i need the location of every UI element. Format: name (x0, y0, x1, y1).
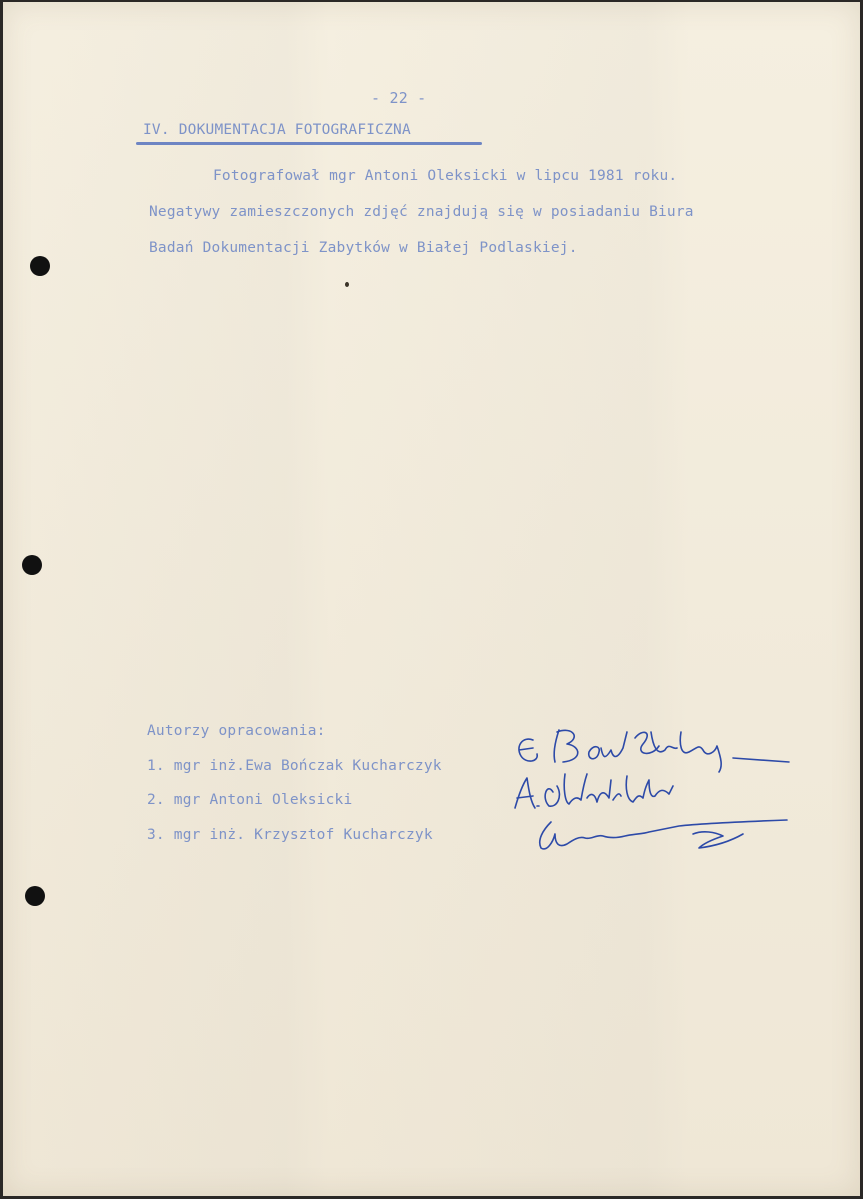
punch-hole-bottom (25, 886, 45, 906)
handwritten-signatures (493, 702, 813, 872)
paragraph-line-2: Negatywy zamieszczonych zdjęć znajdują się w posiadaniu Biura (149, 204, 694, 220)
punch-hole-middle (22, 555, 42, 575)
authors-heading: Autorzy opracowania: (147, 723, 326, 739)
document-page (3, 2, 860, 1196)
signature-1 (519, 730, 789, 772)
ink-speck (345, 282, 349, 287)
signature-2 (515, 774, 673, 808)
author-item-3: 3. mgr inż. Krzysztof Kucharczyk (147, 827, 433, 843)
title-underline (136, 142, 482, 145)
author-item-1: 1. mgr inż.Ewa Bończak Kucharczyk (147, 758, 442, 774)
punch-hole-top (30, 256, 50, 276)
section-title: IV. DOKUMENTACJA FOTOGRAFICZNA (143, 122, 411, 138)
page-number: - 22 - (371, 89, 427, 107)
paragraph-line-3: Badań Dokumentacji Zabytków w Białej Podlaskiej. (149, 240, 578, 256)
author-item-2: 2. mgr Antoni Oleksicki (147, 792, 353, 808)
paragraph-line-1: Fotografował mgr Antoni Oleksicki w lipcu 1981 roku. (213, 168, 678, 184)
signature-3 (540, 820, 787, 849)
